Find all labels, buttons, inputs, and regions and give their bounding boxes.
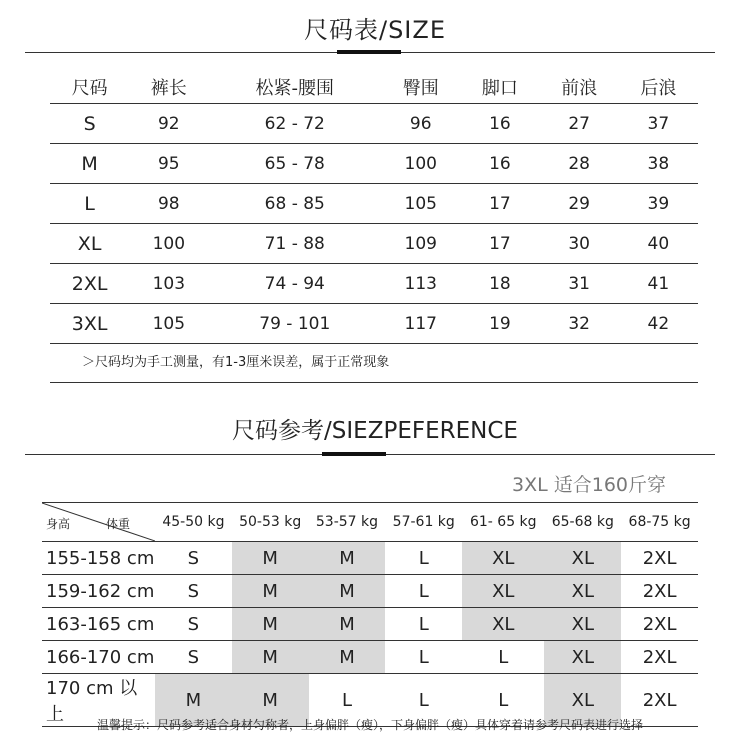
- size-recommendation: L: [385, 641, 462, 674]
- table-cell: 96: [381, 104, 460, 144]
- weight-header: 68-75 kg: [621, 503, 698, 542]
- size-recommendation: S: [155, 641, 232, 674]
- size-recommendation: M: [232, 641, 309, 674]
- header-size: 尺码: [50, 70, 129, 104]
- table-cell: 117: [381, 304, 460, 344]
- table-cell: 30: [540, 224, 619, 264]
- weight-header: 65-68 kg: [544, 503, 621, 542]
- size-recommendation: 2XL: [621, 608, 698, 641]
- table-cell: 28: [540, 144, 619, 184]
- size-recommendation: M: [155, 674, 232, 727]
- fit-note: 3XL 适合160斤穿: [512, 474, 666, 496]
- table-cell: 39: [619, 184, 698, 224]
- table-cell: 100: [381, 144, 460, 184]
- height-range: 155-158 cm: [42, 542, 155, 575]
- size-recommendation: M: [232, 575, 309, 608]
- size-recommendation: M: [309, 542, 386, 575]
- size-recommendation: M: [309, 575, 386, 608]
- size-recommendation: M: [232, 542, 309, 575]
- height-range: 163-165 cm: [42, 608, 155, 641]
- table-row: [42, 575, 698, 608]
- corner-cell: [42, 503, 155, 542]
- header-hem: 脚口: [460, 70, 539, 104]
- table-row: [42, 542, 698, 575]
- table-cell: 27: [540, 104, 619, 144]
- size-recommendation: XL: [462, 575, 544, 608]
- table-row: [50, 104, 698, 144]
- corner-height-label: 身高: [46, 517, 71, 531]
- size-label: XL: [50, 224, 129, 264]
- header-front-rise: 前浪: [540, 70, 619, 104]
- table-cell: 71 - 88: [208, 224, 381, 264]
- size-recommendation: 2XL: [621, 674, 698, 727]
- table-row: [42, 641, 698, 674]
- header-back-rise: 后浪: [619, 70, 698, 104]
- size-recommendation: L: [385, 608, 462, 641]
- table-row: [50, 264, 698, 304]
- size-chart-table: [50, 70, 698, 344]
- size-recommendation: S: [155, 608, 232, 641]
- table-row: [50, 184, 698, 224]
- table-cell: 17: [460, 184, 539, 224]
- size-recommendation: XL: [544, 575, 621, 608]
- table-cell: 17: [460, 224, 539, 264]
- size-recommendation: L: [309, 674, 386, 727]
- height-range: 166-170 cm: [42, 641, 155, 674]
- size-recommendation: XL: [544, 674, 621, 727]
- corner-weight-label: 体重: [106, 517, 131, 531]
- size-recommendation: L: [462, 641, 544, 674]
- size-chart-header-row: [50, 70, 698, 104]
- measurement-note: ＞尺码均为手工测量，有1-3厘米误差，属于正常现象: [50, 344, 698, 383]
- weight-header: 53-57 kg: [309, 503, 386, 542]
- table-cell: 105: [381, 184, 460, 224]
- size-recommendation: XL: [462, 542, 544, 575]
- table-cell: 62 - 72: [208, 104, 381, 144]
- tip-footer: 温馨提示：尺码参考适合身材匀称者，上身偏胖（瘦），下身偏胖（瘦）具体穿着请参考尺码表进行选择: [96, 718, 643, 732]
- table-row: [50, 224, 698, 264]
- table-cell: 74 - 94: [208, 264, 381, 304]
- size-chart-title: 尺码表/SIZE: [303, 16, 446, 44]
- reference-header-row: [42, 503, 698, 542]
- table-cell: 38: [619, 144, 698, 184]
- table-cell: 41: [619, 264, 698, 304]
- size-label: L: [50, 184, 129, 224]
- size-recommendation: L: [462, 674, 544, 727]
- table-cell: 16: [460, 104, 539, 144]
- table-cell: 92: [129, 104, 208, 144]
- table-cell: 65 - 78: [208, 144, 381, 184]
- height-range: 159-162 cm: [42, 575, 155, 608]
- weight-header: 45-50 kg: [155, 503, 232, 542]
- table-cell: 68 - 85: [208, 184, 381, 224]
- header-length: 裤长: [129, 70, 208, 104]
- size-recommendation: L: [385, 674, 462, 727]
- size-reference-table: [42, 502, 698, 727]
- reference-accent-bar: [322, 452, 386, 456]
- table-cell: 100: [129, 224, 208, 264]
- table-cell: 29: [540, 184, 619, 224]
- size-recommendation: XL: [544, 608, 621, 641]
- size-recommendation: 2XL: [621, 542, 698, 575]
- table-cell: 109: [381, 224, 460, 264]
- title-accent-bar: [337, 50, 401, 54]
- size-recommendation: S: [155, 575, 232, 608]
- size-recommendation: L: [385, 542, 462, 575]
- size-label: S: [50, 104, 129, 144]
- weight-header: 61- 65 kg: [462, 503, 544, 542]
- size-recommendation: M: [309, 608, 386, 641]
- size-recommendation: L: [385, 575, 462, 608]
- size-recommendation: XL: [462, 608, 544, 641]
- table-cell: 95: [129, 144, 208, 184]
- weight-header: 57-61 kg: [385, 503, 462, 542]
- size-recommendation: XL: [544, 641, 621, 674]
- table-cell: 98: [129, 184, 208, 224]
- size-label: 3XL: [50, 304, 129, 344]
- size-recommendation: XL: [544, 542, 621, 575]
- table-cell: 103: [129, 264, 208, 304]
- table-cell: 16: [460, 144, 539, 184]
- size-recommendation: S: [155, 542, 232, 575]
- table-cell: 37: [619, 104, 698, 144]
- table-cell: 40: [619, 224, 698, 264]
- table-cell: 113: [381, 264, 460, 304]
- size-label: M: [50, 144, 129, 184]
- size-recommendation: 2XL: [621, 641, 698, 674]
- size-recommendation: M: [309, 641, 386, 674]
- weight-header: 50-53 kg: [232, 503, 309, 542]
- table-cell: 31: [540, 264, 619, 304]
- table-row: [42, 608, 698, 641]
- height-range: 170 cm 以上: [42, 674, 155, 727]
- size-label: 2XL: [50, 264, 129, 304]
- table-cell: 105: [129, 304, 208, 344]
- size-recommendation: M: [232, 608, 309, 641]
- size-recommendation: 2XL: [621, 575, 698, 608]
- table-cell: 42: [619, 304, 698, 344]
- table-cell: 79 - 101: [208, 304, 381, 344]
- table-cell: 18: [460, 264, 539, 304]
- size-recommendation: M: [232, 674, 309, 727]
- header-hip: 臀围: [381, 70, 460, 104]
- table-row: [50, 304, 698, 344]
- table-cell: 19: [460, 304, 539, 344]
- table-row: [50, 144, 698, 184]
- table-cell: 32: [540, 304, 619, 344]
- reference-title: 尺码参考/SIEZPEFERENCE: [232, 418, 518, 444]
- header-waist: 松紧-腰围: [208, 70, 381, 104]
